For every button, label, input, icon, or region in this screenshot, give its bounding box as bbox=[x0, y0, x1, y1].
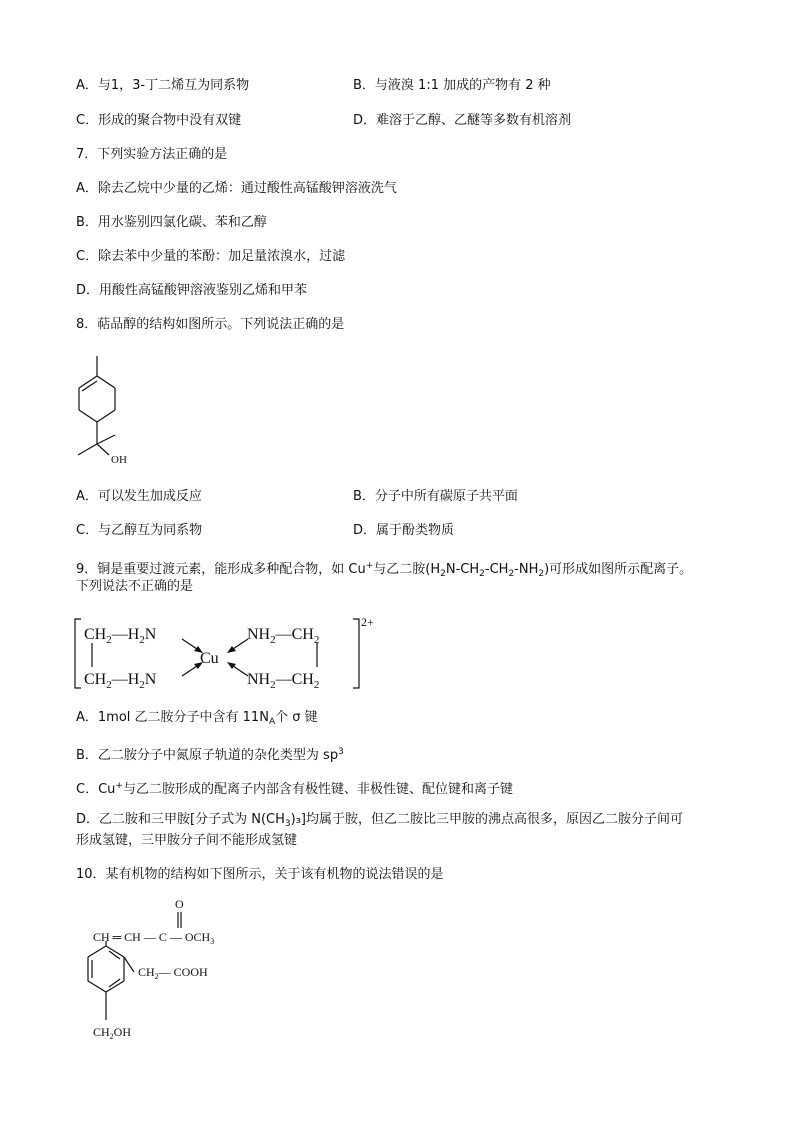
oh-label: OH bbox=[111, 454, 127, 466]
q9-option-d-line1: D．乙二胺和三甲胺[分子式为 $N(CH_3)_3$]均属于胺，但乙二胺比三甲胺的沸点高很多，原因乙二胺分子间可 bbox=[76, 812, 683, 829]
q9-option-d-line2: 形成氢键，三甲胺分子间不能形成氢键 bbox=[76, 833, 298, 848]
svg-text:NH2—CH2: $NH_2—CH_2$ bbox=[247, 671, 320, 691]
q6-option-c: C．形成的聚合物中没有双键 bbox=[76, 113, 242, 128]
organic-compound-structure bbox=[76, 896, 276, 1046]
q9-option-b: B．乙二胺分子中氮原子轨道的杂化类型为 $sp^3$ bbox=[76, 747, 344, 763]
cu-label: Cu bbox=[200, 650, 219, 667]
q9-stem-line2: 下列说法不正确的是 bbox=[76, 579, 194, 594]
q7-stem: 7．下列实验方法正确的是 bbox=[76, 147, 228, 162]
q6-option-d: D．难溶于乙醇、乙醚等多数有机溶剂 bbox=[353, 113, 572, 128]
cu-complex-structure bbox=[72, 615, 382, 695]
svg-text:CH2—H2N: $CH_2—H_2N$ bbox=[84, 671, 157, 691]
q7-option-a: A．除去乙烷中少量的乙烯：通过酸性高锰酸钾溶液洗气 bbox=[76, 181, 397, 196]
q7-option-d: D．用酸性高锰酸钾溶液鉴别乙烯和甲苯 bbox=[76, 283, 308, 298]
svg-text:CH ═ CH — C — OCH3: CH ═ CH — C — $OCH_3$ bbox=[93, 930, 215, 946]
svg-text:NH2—CH2: $NH_2—CH_2$ bbox=[247, 626, 320, 646]
svg-text:CH2OH: $CH_2OH$ bbox=[93, 1025, 132, 1041]
terpineol-structure bbox=[70, 352, 140, 470]
q6-option-b: B．与液溴 1:1 加成的产物有 2 种 bbox=[353, 78, 551, 93]
q9-option-a: A．1mol 乙二胺分子中含有 $11N_A$个 σ 键 bbox=[76, 710, 318, 727]
q10-stem: 10．某有机物的结构如下图所示，关于该有机物的说法错误的是 bbox=[76, 867, 444, 882]
q8-option-c: C．与乙醇互为同系物 bbox=[76, 523, 203, 538]
svg-text:CH2— COOH: $CH_2—$ COOH bbox=[138, 965, 208, 981]
q8-option-b: B．分子中所有碳原子共平面 bbox=[353, 489, 518, 504]
charge-label: 2+ bbox=[361, 615, 374, 629]
q8-option-a: A．可以发生加成反应 bbox=[76, 489, 202, 504]
q7-option-c: C．除去苯中少量的苯酚：加足量浓溴水，过滤 bbox=[76, 249, 346, 264]
q8-option-d: D．属于酚类物质 bbox=[353, 523, 455, 538]
q9-stem-line1: 9．铜是重要过渡元素，能形成多种配合物，如 Cu+与乙二胺$(H_2N-CH_2-CH_2-NH_2)$可形成如图所示配离子。 bbox=[76, 561, 693, 579]
q6-option-a: A．与1，3-丁二烯互为同系物 bbox=[76, 78, 250, 93]
svg-text:CH2—H2N: $CH_2—H_2N$ bbox=[84, 626, 157, 646]
q8-stem: 8．萜品醇的结构如图所示。下列说法正确的是 bbox=[76, 317, 345, 332]
q9-option-c: C．Cu+与乙二胺形成的配离子内部含有极性键、非极性键、配位键和离子键 bbox=[76, 781, 513, 797]
q7-option-b: B．用水鉴别四氯化碳、苯和乙醇 bbox=[76, 215, 267, 230]
carbonyl-o: O bbox=[175, 897, 184, 911]
